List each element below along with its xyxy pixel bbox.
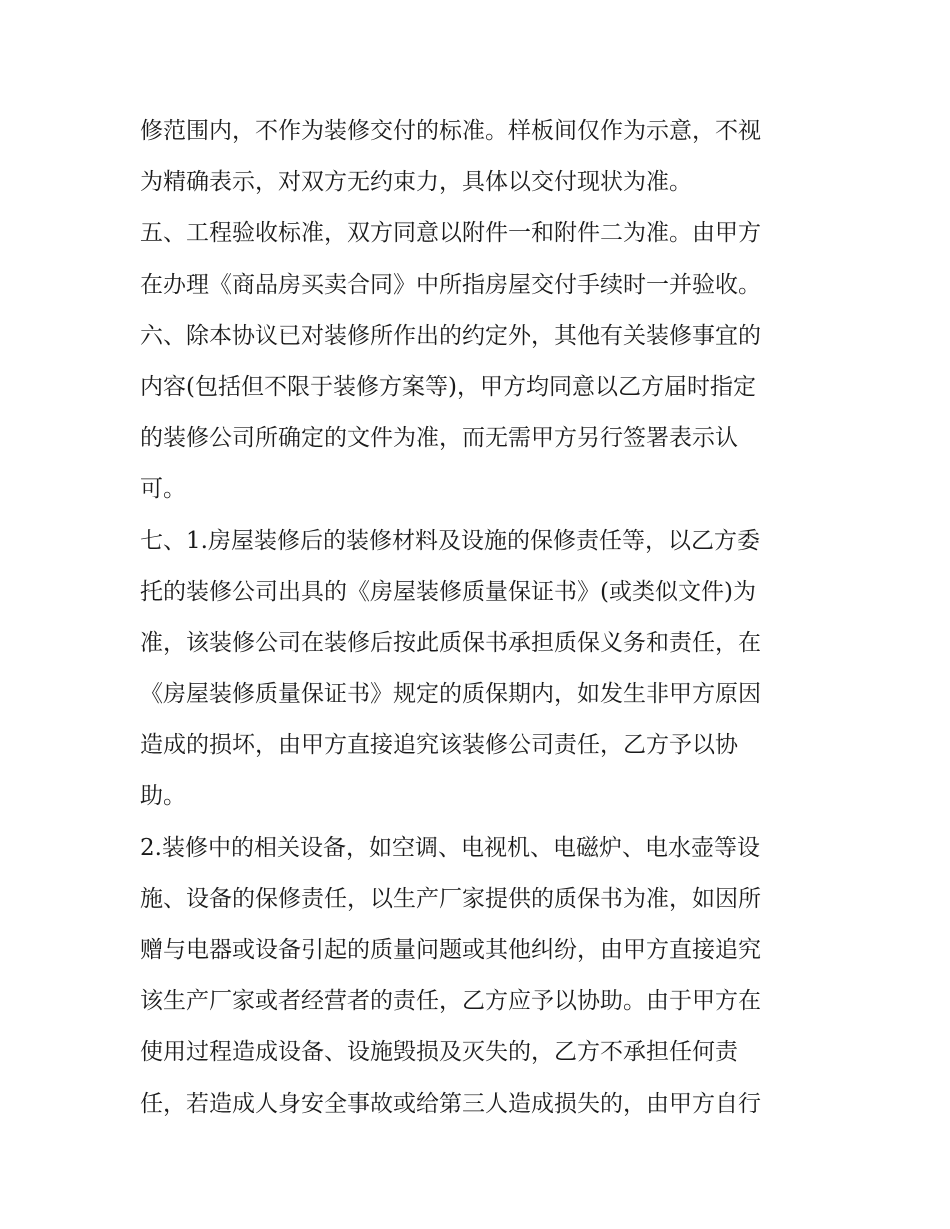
text-line: 托的装修公司出具的《房屋装修质量保证书》(或类似文件)为 (140, 578, 756, 605)
text-line: 七、1.房屋装修后的装修材料及设施的保修责任等，以乙方委 (140, 527, 760, 554)
text-line: 内容(包括但不限于装修方案等)，甲方均同意以乙方届时指定 (140, 373, 756, 400)
text-line: 任，若造成人身安全事故或给第三人造成损失的，由甲方自行 (140, 1090, 761, 1117)
text-line: 施、设备的保修责任，以生产厂家提供的质保书为准，如因所 (140, 885, 761, 912)
text-line: 2.装修中的相关设备，如空调、电视机、电磁炉、电水壶等设 (140, 834, 760, 861)
contract-text-body (140, 106, 820, 1130)
text-line: 在办理《商品房买卖合同》中所指房屋交付手续时一并验收。 (140, 271, 761, 298)
text-line: 准，该装修公司在装修后按此质保书承担质保义务和责任，在 (140, 629, 761, 656)
text-line: 《房屋装修质量保证书》规定的质保期内，如发生非甲方原因 (140, 681, 761, 708)
text-line: 使用过程造成设备、设施毁损及灭失的，乙方不承担任何责 (140, 1039, 738, 1066)
text-line: 五、工程验收标准，双方同意以附件一和附件二为准。由甲方 (140, 220, 761, 247)
text-line: 修范围内，不作为装修交付的标准。样板间仅作为示意，不视 (140, 118, 761, 144)
text-line: 该生产厂家或者经营者的责任，乙方应予以协助。由于甲方在 (140, 988, 761, 1015)
text-line: 造成的损坏，由甲方直接追究该装修公司责任，乙方予以协 (140, 732, 738, 759)
text-line: 助。 (140, 783, 186, 810)
text-line: 六、除本协议已对装修所作出的约定外，其他有关装修事宜的 (140, 322, 761, 349)
text-line: 赠与电器或设备引起的质量问题或其他纠纷，由甲方直接追究 (140, 937, 761, 963)
text-line: 可。 (140, 476, 186, 503)
text-line: 的装修公司所确定的文件为准，而无需甲方另行签署表示认 (140, 425, 738, 452)
text-line: 为精确表示，对双方无约束力，具体以交付现状为准。 (140, 169, 692, 196)
